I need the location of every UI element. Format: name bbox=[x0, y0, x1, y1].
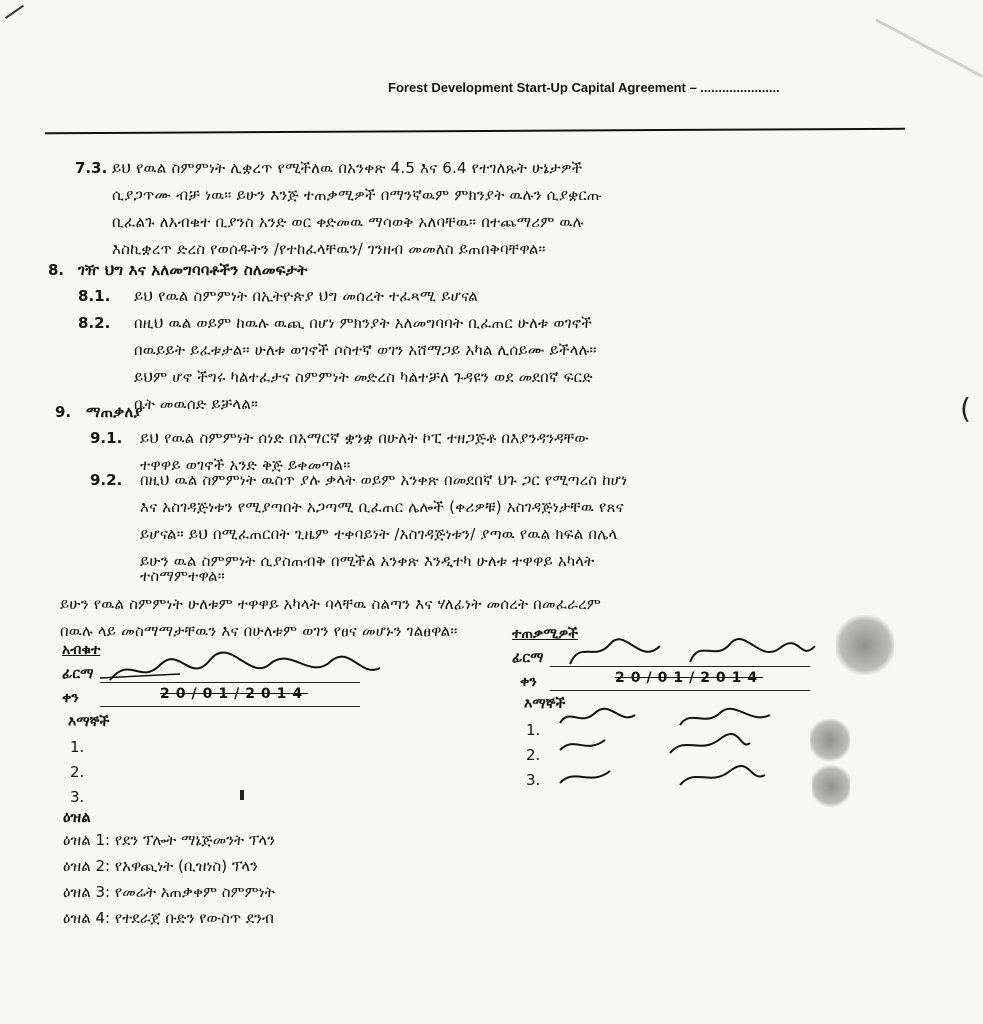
witness-item: 1. bbox=[70, 738, 85, 756]
closing-line: ይሁን የዉል ስምምነት ሁለቱም ተዋዋይ አካላት ባላቸዉ ስልጣን እና ሃለፊነት መሰረት በመፈራረም bbox=[60, 595, 601, 613]
clause-line: ይሆናል። ይህ በሚፈጠርበት ጊዜም ተቀባይነት /አስገዳጅነቱን/ ያጣዉ የዉል ክፍል በሌላ bbox=[140, 525, 618, 543]
ink-mark bbox=[240, 790, 244, 800]
fingerprint-stamp bbox=[812, 764, 850, 808]
annex-label: ዕዝል bbox=[63, 808, 91, 826]
section-title: ገዥ ህግ እና አለመግባባቶችን ስለመፍታት bbox=[78, 261, 308, 279]
page-header: Forest Development Start-Up Capital Agreement – ...................... bbox=[388, 80, 780, 95]
clause-line: ተስማምተዋል። bbox=[140, 567, 225, 585]
witness-item: 3. bbox=[70, 788, 85, 806]
witnesses-label: እማኞች bbox=[524, 696, 566, 712]
clause-line: በዉይይት ይፈቱታል። ሁለቱ ወገኖች ሶስተኛ ወገን አሸማጋይ አካል ሊሰይሙ ይችላሉ። bbox=[134, 341, 597, 359]
clause-line: ቢፈልጉ ለአብቁተ ቢያንስ አንድ ወር ቀድመዉ ማሳወቅ አለባቸዉ። በተጨማሪም ዉሉ bbox=[112, 213, 584, 231]
date-label: ቀን bbox=[62, 690, 79, 706]
clause-line: ይሁን ዉል ስምምነት ሲያስጠብቅ በሚችል አንቀጽ እንዲተካ ሁለቱ ተዋዋይ አካላት bbox=[140, 552, 595, 570]
annex-item: ዕዝል 2: የአዋጪነት (ቢዝነስ) ፕላን bbox=[63, 857, 258, 875]
annex-item: ዕዝል 3: የመሬት አጠቃቀም ስምምነት bbox=[63, 883, 275, 901]
witness-signatures bbox=[550, 705, 790, 805]
annex-item: ዕዝል 4: የተደራጀ ቡድን የውስጥ ደንብ bbox=[63, 909, 274, 927]
page-fold bbox=[875, 0, 983, 77]
clause-line: ይህ የዉል ስምምነት በኢትዮጵያ ህግ መሰረት ተፈጻሚ ይሆናል bbox=[134, 287, 478, 305]
witness-item: 3. bbox=[526, 771, 541, 789]
clause-number: 9.1. bbox=[90, 429, 123, 447]
corner-mark bbox=[0, 0, 24, 19]
date-value: 20/01/2014 bbox=[615, 670, 764, 686]
annex-item: ዕዝል 1: የደን ፕሎት ማኔጅመንት ፕላን bbox=[63, 831, 276, 849]
witness-item: 1. bbox=[526, 721, 541, 739]
clause-line: እስኪቋረጥ ድረስ የወሰዱትን /የተከፈላቸዉን/ ገንዘብ መመለስ ይጠበቅባቸዋል። bbox=[112, 240, 546, 258]
clause-line: ይህም ሆኖ ችግሩ ካልተፈታና ስምምነት መድረስ ካልተቻለ ጉዳዩን ወደ መደበኛ ፍርድ bbox=[134, 368, 593, 386]
signature-scribble bbox=[560, 632, 820, 672]
date-value: 20/01/2014 bbox=[160, 686, 309, 702]
section-title: ማጠቃለያ bbox=[86, 403, 143, 421]
clause-line: ቤት መዉሰድ ይቻላል። bbox=[134, 395, 259, 413]
fingerprint-stamp bbox=[810, 718, 850, 762]
clause-number: 9.2. bbox=[90, 471, 123, 489]
fingerprint-stamp bbox=[836, 615, 894, 675]
sign-label: ፊርማ bbox=[512, 650, 544, 666]
section-number: 9. bbox=[55, 403, 72, 421]
margin-mark: ( bbox=[960, 392, 971, 425]
witness-item: 2. bbox=[526, 746, 541, 764]
sign-label: ፊርማ bbox=[62, 666, 94, 682]
clause-line: በዚህ ዉል ስምምነት ዉስጥ ያሉ ቃላት ወይም አንቀጽ በመደበኛ ህጉ ጋር የሚጣረስ ከሆነ bbox=[140, 471, 628, 489]
clause-line: ይህ የዉል ስምምነት ሊቋረጥ የሚችለዉ በአንቀጽ 4.5 እና 6.4 የተገለጹት ሁኔታዎች bbox=[112, 159, 583, 177]
date-label: ቀን bbox=[520, 674, 537, 690]
clause-number: 8.2. bbox=[78, 314, 111, 332]
witness-item: 2. bbox=[70, 763, 85, 781]
clause-line: ሲያጋጥሙ ብቻ ነዉ። ይሁን እንጅ ተጠቃሚዎች በማንኛዉም ምክንያት ዉሉን ሲያቋርጡ bbox=[112, 186, 603, 204]
clause-number: 8.1. bbox=[78, 287, 111, 305]
clause-line: በዚህ ዉል ወይም ከዉሉ ዉጪ በሆነ ምክንያት አለመግባባት ቢፈጠር ሁለቱ ወገኖች bbox=[134, 314, 593, 332]
party-label: ተጠቃሚዎች bbox=[512, 626, 579, 642]
closing-line: በዉሉ ላይ መስማማታቸዉን እና በሁለቱም ወገን የፀና መሆኑን ገልፀዋል። bbox=[60, 622, 458, 640]
clause-line: እና አስገዳጅነቱን የሚያጣበት አጋጣሚ ቢፈጠር ሌሎች (ቀሪዎቹ) አስገዳጅነታቸዉ የጸና bbox=[140, 498, 624, 516]
section-number: 8. bbox=[48, 261, 65, 279]
date-line bbox=[550, 690, 810, 691]
date-line bbox=[100, 706, 360, 707]
clause-number: 7.3. bbox=[75, 159, 108, 177]
party-label: አብቁተ bbox=[62, 642, 101, 658]
witnesses-label: እማኞች bbox=[68, 714, 110, 730]
header-rule bbox=[45, 128, 905, 135]
clause-line: ይህ የዉል ስምምነት ሰነድ በአማርኛ ቋንቋ በሁለት ኮፒ ተዘጋጅቶ በእያንዳንዳቸው bbox=[140, 429, 589, 447]
clause-line: ተዋዋይ ወገኖች አንድ ቅጅ ይቀመጣል። bbox=[140, 456, 351, 474]
